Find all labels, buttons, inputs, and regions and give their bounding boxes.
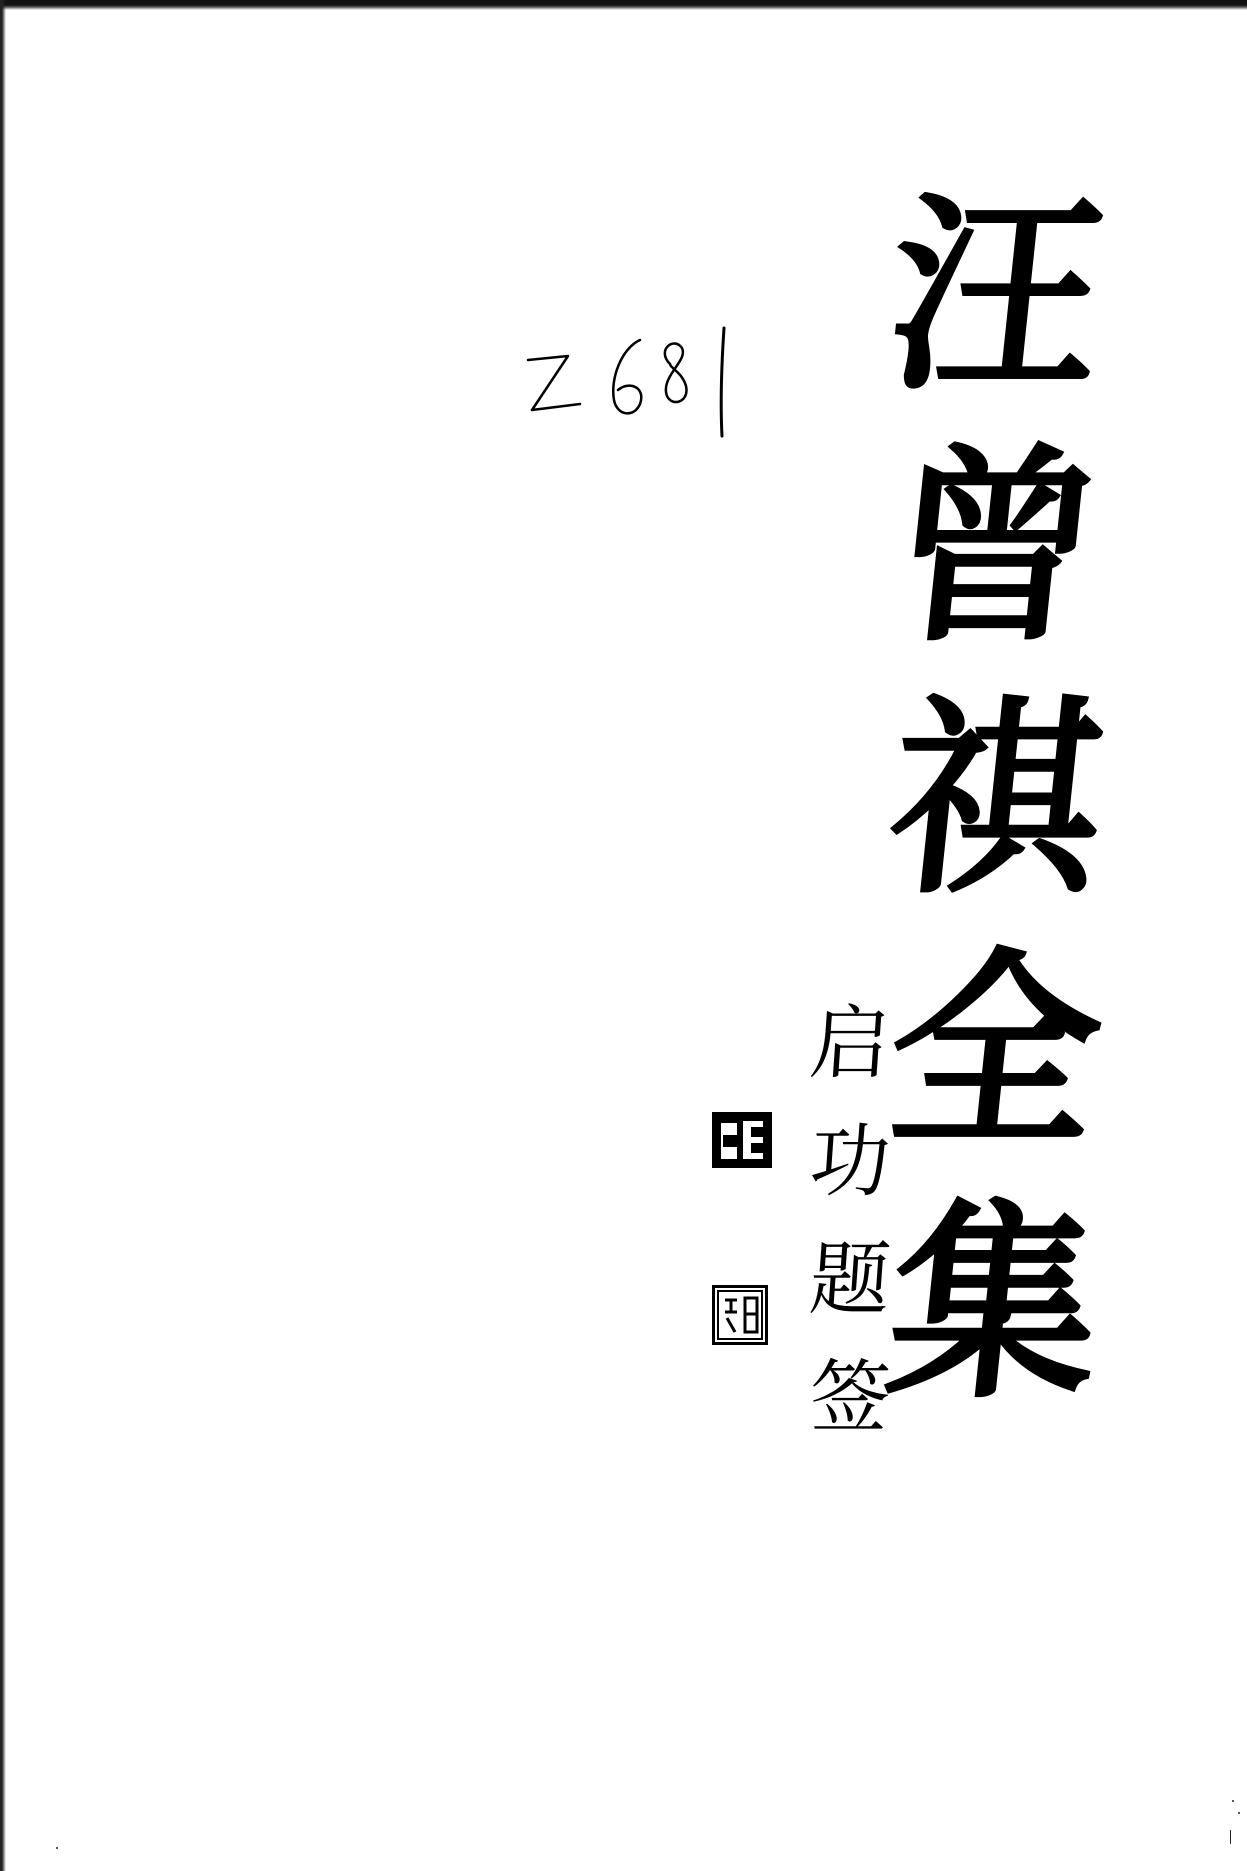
title-char-3: 祺: [877, 676, 1114, 923]
title-char-4: 全: [877, 928, 1114, 1175]
title-char-5: 集: [877, 1180, 1114, 1427]
scan-edge-left: [0, 0, 6, 1871]
scan-speck: [56, 1847, 58, 1849]
inscription-char-2: 功: [806, 1115, 894, 1208]
inscription-char-3: 题: [806, 1233, 894, 1326]
scan-specks: [1230, 1790, 1240, 1870]
name-seal-stamp: [712, 1112, 772, 1168]
catalog-mark: [510, 318, 770, 438]
inscription-char-4: 签: [806, 1351, 894, 1444]
style-seal-stamp: [712, 1285, 768, 1345]
title-char-1: 汪: [877, 172, 1114, 419]
catalog-mark-handwriting: [510, 318, 770, 438]
title-char-2: 曾: [877, 424, 1114, 671]
book-title: [870, 170, 1120, 1470]
scan-edge-top: [0, 0, 1247, 10]
inscription-char-1: 启: [806, 997, 894, 1090]
calligrapher-inscription: [800, 985, 900, 1485]
